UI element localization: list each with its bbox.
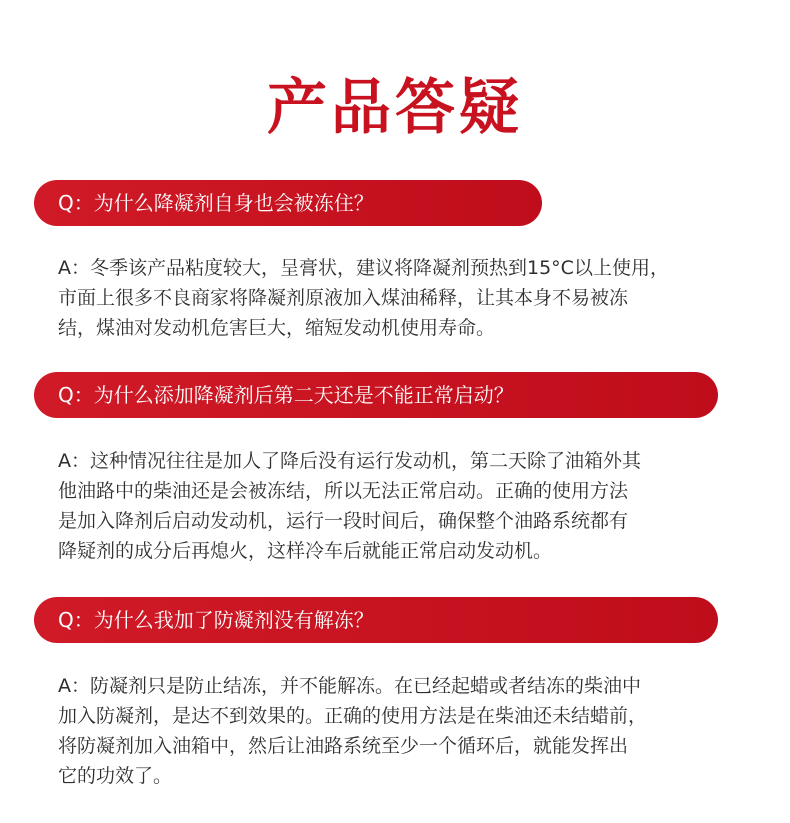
answer-line: 市面上很多不良商家将降凝剂原液加入煤油稀释，让其本身不易被冻 [58, 287, 629, 309]
page-title: 产品答疑 [267, 73, 523, 143]
answer-line: 它的功效了。 [58, 765, 173, 787]
answer-line: A：这种情况往往是加人了降后没有运行发动机，第二天除了油箱外其 [58, 450, 641, 472]
answer-line: 结，煤油对发动机危害巨大，缩短发动机使用寿命。 [58, 317, 496, 339]
answer-line: 他油路中的柴油还是会被冻结，所以无法正常启动。正确的使用方法 [58, 480, 629, 502]
answer-line: 降疑剂的成分后再熄火，这样冷车后就能正常启动发动机。 [58, 540, 553, 562]
answer-block-2 [58, 446, 738, 566]
question-bar-2: Q：为什么添加降凝剂后第二天还是不能正常启动？ [34, 372, 718, 418]
answer-line: A：防凝剂只是防止结冻，并不能解冻。在已经起蜡或者结冻的柴油中 [58, 675, 641, 697]
answer-block-3 [58, 671, 738, 791]
answer-block-1 [58, 253, 738, 343]
answer-line: 加入防凝剂，是达不到效果的。正确的使用方法是在柴油还未结蜡前， [58, 705, 648, 727]
answer-line: 将防凝剂加入油箱中，然后让油路系统至少一个循环后，就能发挥出 [58, 735, 629, 757]
question-bar-1: Q：为什么降凝剂自身也会被冻住？ [34, 180, 542, 226]
answer-line: A：冬季该产品粘度较大，呈膏状，建议将降凝剂预热到15°C以上使用， [58, 257, 669, 279]
answer-line: 是加入降剂后启动发动机，运行一段时间后，确保整个油路系统都有 [58, 510, 629, 532]
question-bar-3: Q：为什么我加了防凝剂没有解冻？ [34, 597, 718, 643]
